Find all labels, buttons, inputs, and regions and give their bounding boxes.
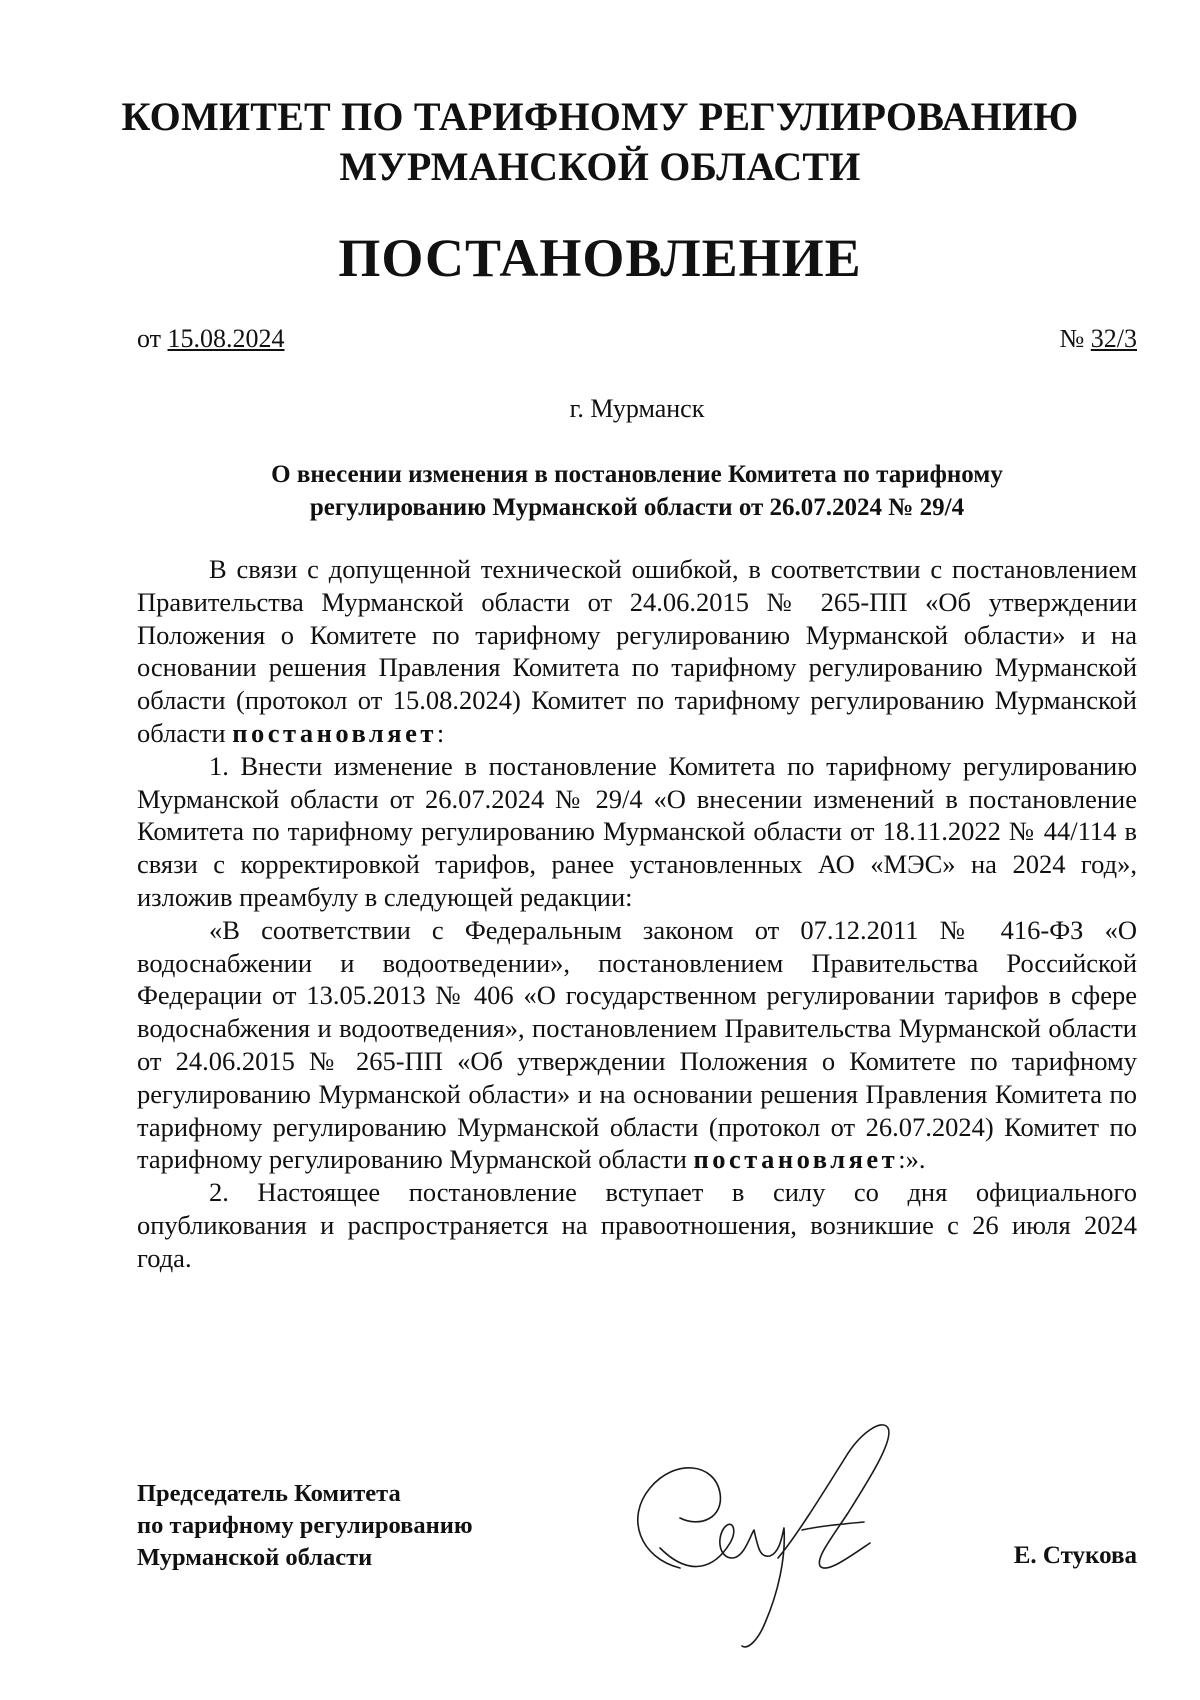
signatory-name: Е. Стукова (1013, 1542, 1137, 1569)
number-value: 32/3 (1090, 324, 1137, 353)
organization-title-line2: МУРМАНСКОЙ ОБЛАСТИ (339, 144, 861, 189)
clause-1-paragraph: 1. Внести изменение в постановление Комитета по тарифному регулированию Мурманской области от 26.07.2024 № 29/4 «О внесении изменений в постановление Комитета по тарифному регулированию Мурманской области от 18.11.2022 № 44/114 в связи с корректировкой тарифов, ранее установленных АО «МЭС» на 2024 год», изложив преамбулу в следующей редакции: (137, 750, 1137, 912)
preamble-text: В связи с допущенной технической ошибкой, в соответствии с постановлением Правительства Мурманской области от 24.06.2015 № 265-ПП «Об утверждении Положения о Комитете по тарифному регулированию Мурманской области» и на основании решения Правления Комитета по тарифному регулированию Мурманской области (протокол от 15.08.2024) Комитет по тарифному регулированию Мурманской области (137, 554, 1137, 748)
date-prefix: от (137, 324, 162, 353)
subject-line2: регулированию Мурманской области от 26.07.2024 № 29/4 (309, 494, 965, 521)
new-preamble-resolves-tail: :». (898, 1144, 926, 1175)
clause-2-paragraph: 2. Настоящее постановление вступает в силу со дня официального опубликования и распространяется на правоотношения, возникшие с 26 июля 2024 года. (137, 1177, 1137, 1273)
organization-title-line1: КОМИТЕТ ПО ТАРИФНОМУ РЕГУЛИРОВАНИЮ (121, 94, 1079, 139)
document-body (137, 553, 1137, 1275)
document-type-heading: ПОСТАНОВЛЕНИЕ (338, 228, 862, 288)
number-prefix: № (1059, 324, 1085, 353)
resolves-tail: : (436, 717, 445, 748)
subject-line1: О внесении изменения в постановление Комитета по тарифному (271, 461, 1003, 488)
new-preamble-paragraph (137, 914, 1137, 1176)
document-date (137, 322, 285, 356)
city-name: г. Мурманск (569, 394, 705, 423)
signatory-position (137, 1478, 473, 1574)
signatory-position-line3: Мурманской области (137, 1544, 373, 1571)
new-preamble-text: «В соответствии с Федеральным законом от 07.12.2011 № 416-ФЗ «О водоснабжении и водоотведении», постановлением Правительства Российской Федерации от 13.05.2013 № 406 «О государственном регулировании тарифов в сфере водоснабжения и водоотведения», постановлением Правительства Мурманской области от 24.06.2015 № 265-ПП «Об утверждении Положения о Комитете по тарифному регулированию Мурманской области» и на основании решения Правления Комитета по тарифному регулированию Мурманской области (протокол от 26.07.2024) Комитет по тарифному регулированию Мурманской области (137, 914, 1137, 1175)
signatory-position-line2: по тарифному регулированию (137, 1512, 473, 1539)
organization-title (100, 92, 1100, 192)
date-value: 15.08.2024 (167, 324, 285, 353)
signatory-position-line1: Председатель Комитета (137, 1480, 401, 1507)
preamble-paragraph (137, 553, 1137, 750)
resolves-word: постановляет (232, 717, 437, 748)
document-subject (137, 458, 1137, 524)
new-preamble-resolves-word: постановляет (693, 1144, 899, 1175)
document-number (1059, 322, 1137, 356)
handwritten-signature (620, 1418, 920, 1658)
